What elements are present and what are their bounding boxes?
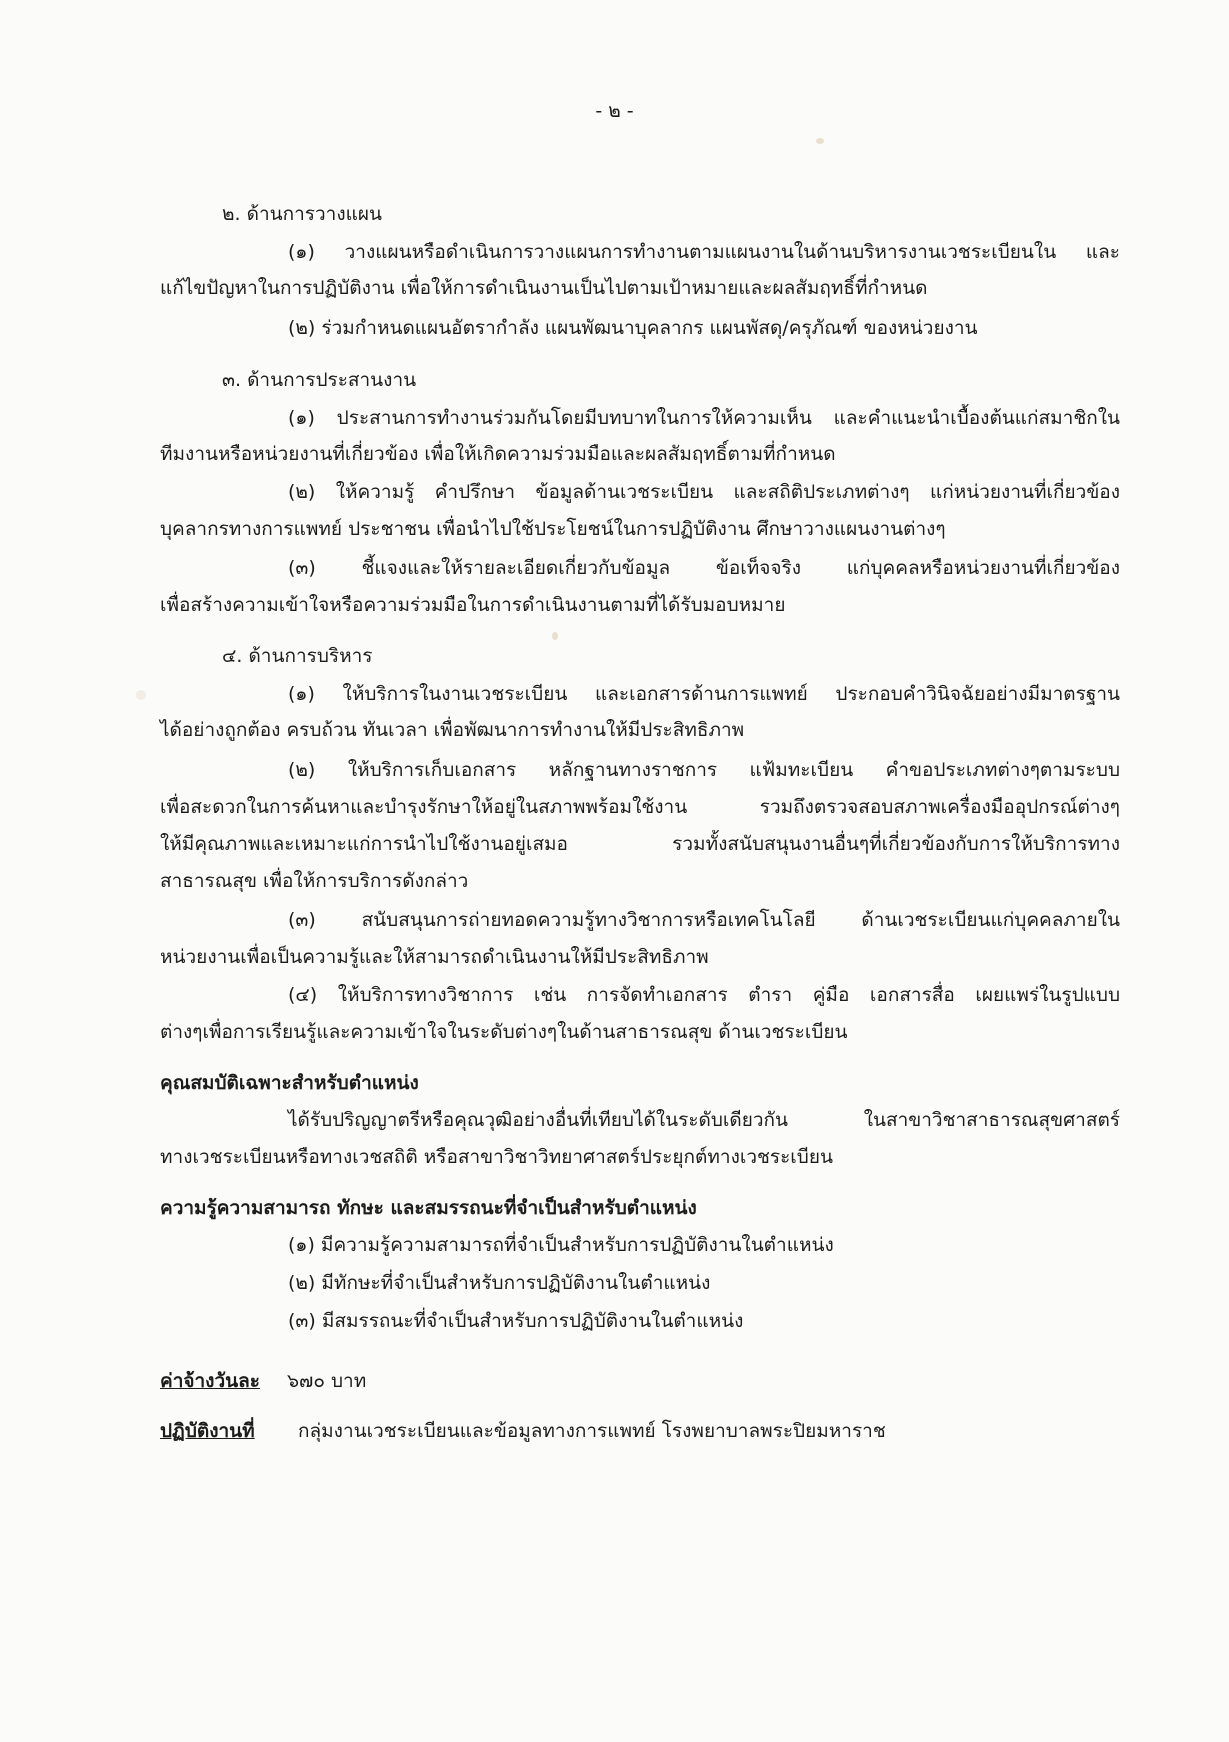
section-heading-coordination: ๓. ด้านการประสานงาน	[222, 369, 417, 391]
competency-item-1: (๑) มีความรู้ความสามารถที่จำเป็นสำหรับการปฏิบัติงานในตำแหน่ง	[288, 1234, 834, 1256]
service-item-1-line-2: ได้อย่างถูกต้อง ครบถ้วน ทันเวลา เพื่อพัฒนาการทำงานให้มีประสิทธิภาพ	[160, 719, 745, 741]
section-heading-planning: ๒. ด้านการวางแผน	[222, 203, 382, 225]
qualifications-line-2: ทางเวชระเบียนหรือทางเวชสถิติ หรือสาขาวิชาวิทยาศาสตร์ประยุกต์ทางเวชระเบียน	[160, 1146, 833, 1168]
service-item-2-line-2: เพื่อสะดวกในการค้นหาและบำรุงรักษาให้อยู่ในสภาพพร้อมใช้งาน รวมถึงตรวจสอบสภาพเครื่องมืออุปกรณ์ต่างๆ	[160, 796, 1120, 818]
service-item-4-line-1: (๔) ให้บริการทางวิชาการ เช่น การจัดทำเอกสาร ตำรา คู่มือ เอกสารสื่อ เผยแพร่ในรูปแบบ	[288, 984, 1120, 1006]
service-item-2-line-3: ให้มีคุณภาพและเหมาะแก่การนำไปใช้งานอยู่เสมอ รวมทั้งสนับสนุนงานอื่นๆที่เกี่ยวข้องกับการให้บริการทาง	[160, 833, 1120, 855]
coordination-item-3-line-2: เพื่อสร้างความเข้าใจหรือความร่วมมือในการดำเนินงานตามที่ได้รับมอบหมาย	[160, 594, 786, 616]
scan-speck	[552, 632, 558, 640]
page-number: - ๒ -	[595, 100, 634, 122]
qualifications-line-1: ได้รับปริญญาตรีหรือคุณวุฒิอย่างอื่นที่เทียบได้ในระดับเดียวกัน ในสาขาวิชาสาธารณสุขศาสตร์	[288, 1109, 1120, 1131]
workplace-value: กลุ่มงานเวชระเบียนและข้อมูลทางการแพทย์ โรงพยาบาลพระปิยมหาราช	[298, 1420, 886, 1442]
coordination-item-1-line-2: ทีมงานหรือหน่วยงานที่เกี่ยวข้อง เพื่อให้เกิดความร่วมมือและผลสัมฤทธิ์ตามที่กำหนด	[160, 443, 836, 465]
service-item-4-line-2: ต่างๆเพื่อการเรียนรู้และความเข้าใจในระดับต่างๆในด้านสาธารณสุข ด้านเวชระเบียน	[160, 1021, 848, 1043]
section-heading-service: ๔. ด้านการบริหาร	[222, 645, 373, 667]
service-item-3-line-2: หน่วยงานเพื่อเป็นความรู้และให้สามารถดำเนินงานให้มีประสิทธิภาพ	[160, 946, 709, 968]
wage-label: ค่าจ้างวันละ	[160, 1370, 260, 1392]
competencies-heading: ความรู้ความสามารถ ทักษะ และสมรรถนะที่จำเป็นสำหรับตำแหน่ง	[160, 1197, 697, 1219]
service-item-2-line-4: สาธารณสุข เพื่อให้การบริการดังกล่าว	[160, 870, 469, 892]
planning-item-1-line-1: (๑) วางแผนหรือดำเนินการวางแผนการทำงานตามแผนงานในด้านบริหารงานเวชระเบียนใน และ	[288, 241, 1120, 263]
competency-item-3: (๓) มีสมรรถนะที่จำเป็นสำหรับการปฏิบัติงานในตำแหน่ง	[288, 1310, 744, 1332]
workplace-label: ปฏิบัติงานที่	[160, 1420, 255, 1442]
service-item-2-line-1: (๒) ให้บริการเก็บเอกสาร หลักฐานทางราชการ แฟ้มทะเบียน คำขอประเภทต่างๆตามระบบ	[288, 759, 1120, 781]
coordination-item-2-line-2: บุคลากรทางการแพทย์ ประชาชน เพื่อนำไปใช้ประโยชน์ในการปฏิบัติงาน ศึกษาวางแผนงานต่างๆ	[160, 518, 946, 540]
planning-item-2: (๒) ร่วมกำหนดแผนอัตรากำลัง แผนพัฒนาบุคลากร แผนพัสดุ/ครุภัณฑ์ ของหน่วยงาน	[288, 317, 978, 339]
coordination-item-2-line-1: (๒) ให้ความรู้ คำปรึกษา ข้อมูลด้านเวชระเบียน และสถิติประเภทต่างๆ แก่หน่วยงานที่เกี่ยวข้อง	[288, 481, 1120, 503]
planning-item-1-line-2: แก้ไขปัญหาในการปฏิบัติงาน เพื่อให้การดำเนินงานเป็นไปตามเป้าหมายและผลสัมฤทธิ์ที่กำหนด	[160, 277, 928, 299]
scan-speck	[136, 690, 146, 700]
coordination-item-1-line-1: (๑) ประสานการทำงานร่วมกันโดยมีบทบาทในการให้ความเห็น และคำแนะนำเบื้องต้นแก่สมาชิกใน	[288, 407, 1120, 429]
wage-value: ๖๗๐ บาท	[287, 1370, 367, 1392]
coordination-item-3-line-1: (๓) ชี้แจงและให้รายละเอียดเกี่ยวกับข้อมูล ข้อเท็จจริง แก่บุคคลหรือหน่วยงานที่เกี่ยวข้อง	[288, 557, 1120, 579]
competency-item-2: (๒) มีทักษะที่จำเป็นสำหรับการปฏิบัติงานในตำแหน่ง	[288, 1272, 711, 1294]
service-item-1-line-1: (๑) ให้บริการในงานเวชระเบียน และเอกสารด้านการแพทย์ ประกอบคำวินิจฉัยอย่างมีมาตรฐาน	[288, 683, 1120, 705]
scan-speck	[816, 138, 824, 144]
service-item-3-line-1: (๓) สนับสนุนการถ่ายทอดความรู้ทางวิชาการหรือเทคโนโลยี ด้านเวชระเบียนแก่บุคคลภายใน	[288, 909, 1120, 931]
qualifications-heading: คุณสมบัติเฉพาะสำหรับตำแหน่ง	[160, 1072, 419, 1094]
